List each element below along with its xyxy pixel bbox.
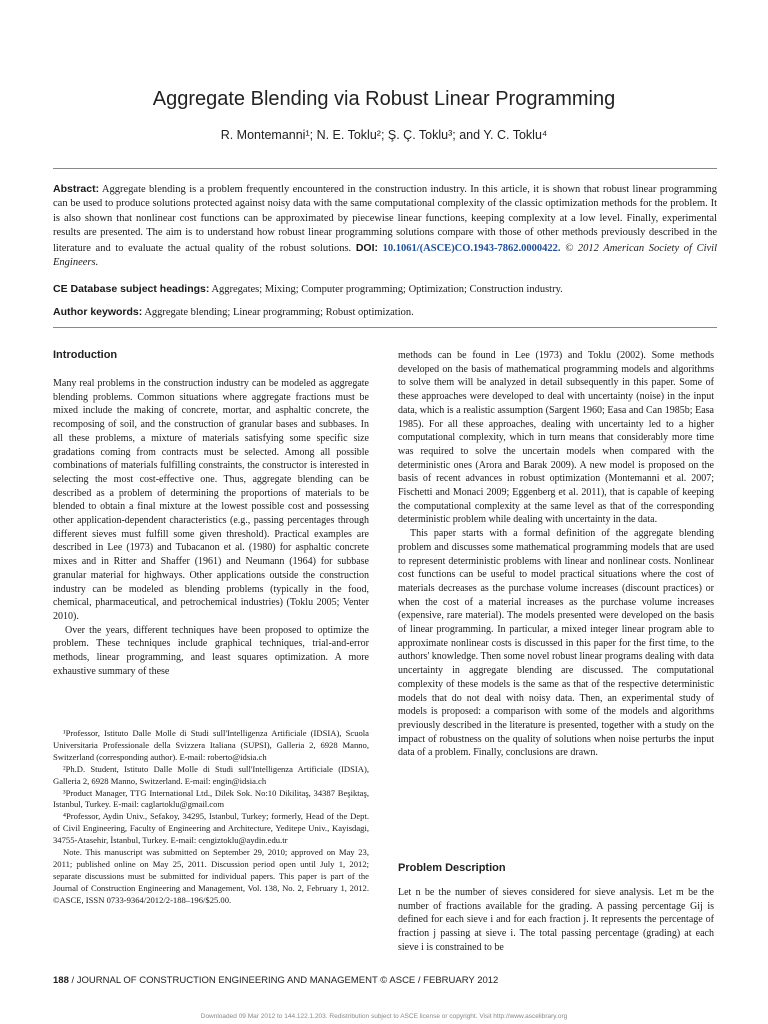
doi-link[interactable]: 10.1061/(ASCE)CO.1943-7862.0000422. bbox=[382, 242, 561, 254]
author-keywords-text: Aggregate blending; Linear programming; Robust optimization. bbox=[144, 307, 414, 318]
footnote-2: ²Ph.D. Student, Istituto Dalle Molle di Studi sull'Intelligenza Artificiale (IDSIA), Galleria 2, 6928 Manno, Switzerland. E-mail: engin@idsia.ch bbox=[53, 763, 369, 786]
introduction-paragraph-4: This paper starts with a formal definition of the aggregate blending problem and discusses some mathematical programming models that are used to represent deterministic problems with linear and nonlinear costs. Nonlinear cost functions can be useful to model practical situations where the cost of materials decreases as the purchase volume increases (discount practices) or when the cost of a material increases as the purchase volume increases (expensive, rare material). The models presented were developed on the basis of linear programming. In particular, a mixed integer linear program able to approximate nonlinear costs is discussed in this paper for the first time, to the authors' knowledge. Then some novel robust linear programs dealing with data uncertainty in aggregate blending are discussed. The computational complexity of these models is the same as that of the respective deterministic models that do not deal with noisy data. Then, an experimental study of models is proposed: a comparison with some of the models and algorithms previously described in the literature is presented, together with a study on the impact of robustness on the quality of solutions when noise perturbs the input data of a problem. Finally, conclusions are drawn. bbox=[398, 528, 714, 759]
submission-note: Note. This manuscript was submitted on September 29, 2010; approved on May 23, 2011; published online on May 25, 2011. Discussion period open until July 1, 2012; separate discussions must be submitted for individual papers. This paper is part of the Journal of Construction Engineering and Management, Vol. 138, No. 2, February 1, 2012. ©ASCE, ISSN 0733-9364/2012/2-188–196/$25.00. bbox=[53, 847, 369, 905]
journal-footer: / JOURNAL OF CONSTRUCTION ENGINEERING AND MANAGEMENT © ASCE / FEBRUARY 2012 bbox=[71, 975, 499, 986]
download-notice: Downloaded 09 Mar 2012 to 144.122.1.203. Redistribution subject to ASCE license or copyright. Visit http://www.ascelibrary.org bbox=[200, 1013, 568, 1020]
footnote-3: ³Product Manager, TTG International Ltd., Dilek Sok. No:10 Dikilitaş, 34387 Beşiktaş, Istanbul, Turkey. E-mail: caglartoklu@gmail.com bbox=[53, 787, 369, 810]
left-column bbox=[53, 377, 369, 678]
right-column bbox=[398, 349, 714, 760]
subject-headings-text: Aggregates; Mixing; Computer programming; Optimization; Construction industry. bbox=[211, 284, 563, 295]
problem-description-paragraph-1: Let n be the number of sieves considered for sieve analysis. Let m be the number of fractions available for the grading. A passing percentage Gij is defined for each sieve i and for each fraction j. It represents the percentage of fraction j passing at sieve i. The total passing percentage (grading) at each sieve i is constrained to be bbox=[398, 887, 714, 953]
problem-description-column bbox=[398, 886, 714, 955]
author-list: R. Montemanni¹; N. E. Toklu²; Ş. Ç. Toklu³; and Y. C. Toklu⁴ bbox=[220, 128, 548, 142]
introduction-paragraph-2: Over the years, different techniques have been proposed to optimize the problem. These techniques include graphical techniques, trial-and-error methods, linear programming, and least squares optimization. A more exhaustive summary of these bbox=[53, 624, 369, 677]
author-keywords-label: Author keywords: bbox=[53, 306, 143, 318]
footnote-1: ¹Professor, Istituto Dalle Molle di Studi sull'Intelligenza Artificiale (IDSIA), Scuola Universitaria Professionale della Svizzera Italiana (SUPSI), Galleria 2, 6928 Manno, Switzerland (corresponding author). E-mail: roberto@idsia.ch bbox=[53, 728, 369, 762]
author-keywords bbox=[53, 305, 717, 320]
footnote-4: ⁴Professor, Aydin Univ., Sefakoy, 34295, Istanbul, Turkey; formerly, Head of the Dept. of Civil Engineering, Faculty of Engineering and Architecture, Yeditepe Univ., Kayisdagi, 34755-Atasehir, İstanbul, Turkey. E-mail: cengiztoklu@aydin.edu.tr bbox=[53, 811, 369, 846]
page-number: 188 bbox=[53, 975, 69, 986]
footnotes bbox=[53, 728, 369, 907]
abstract-top-rule bbox=[53, 168, 717, 169]
subject-headings bbox=[53, 282, 717, 297]
introduction-paragraph-3: methods can be found in Lee (1973) and Toklu (2002). Some methods developed on the basis of mathematical programming models and algorithms to solve them will be analyzed in detail subsequently in this paper. Some of these approaches were developed to deal with uncertainty (noise) in the input data, which is a realistic assumption (Sargent 1960; Easa and Can 1985b; Easa 1985). For all these approaches, dealing with uncertainty led to a higher computational complexity, which in turn means that considerably more time was required to solve the uncertain models when compared with the deterministic ones (Arora and Barak 2009). A new model is proposed on the basis of recent advances in robust optimization (Montemanni et al. 2007; Fischetti and Monaci 2009; Eggenberg et al. 2011), that is capable of keeping the computational complexity at the same level as that of the corresponding deterministic problem while dealing with uncertainty in the data. bbox=[398, 350, 714, 526]
copyright-notice: © 2012 American Society of Civil Engineers. bbox=[53, 242, 717, 269]
abstract-label: Abstract: bbox=[53, 183, 100, 195]
doi-label: DOI: bbox=[355, 241, 378, 254]
problem-description-heading: Problem Description bbox=[398, 862, 506, 874]
page-footer bbox=[53, 975, 498, 986]
abstract-text: Aggregate blending is a problem frequently encountered in the construction industry. In this article, it is shown that robust linear programming can be used to produce solutions protected against noisy data with the same computational complexity of the classic optimization methods for the problem. It is also shown that nonlinear cost functions can be approximated by piecewise linear functions, keeping complexity at a low level. Finally, experimental results are presented. The aim is to understand how robust linear programming solutions compare with those of other methods previously described in the literature and to evaluate the actual quality of the robust solutions. bbox=[53, 184, 717, 254]
subject-headings-label: CE Database subject headings: bbox=[53, 283, 210, 295]
introduction-heading: Introduction bbox=[53, 349, 118, 361]
abstract-bottom-rule bbox=[53, 327, 717, 328]
abstract bbox=[53, 182, 717, 270]
introduction-paragraph-1: Many real problems in the construction industry can be modeled as aggregate blending problems. Common situations where aggregate fractions must be mixed include the making of concrete, mortar, and asphaltic concrete, the recomposing of soil, and the construction of granular bases and subbases. In all these problems, a mixture of materials satisfying some specific size gradations coming from contracts must be selected. Among all possible combinations of materials fulfilling constraints, the constructor is interested in selecting the most cost-effective one. Thus, aggregate blending can be described as a problem of determining the proportions of materials to be blended to obtain a final mixture at the lowest possible cost and possessing other application-dependent characteristics (e.g., passing percentages through different sieves must fulfill some given threshold). Practical examples are described in Lee (1973) and Tubacanon et al. (1980) for asphaltic concrete mixes and in Ritter and Shaffer (1961) and Neumann (1964) for subbase granular material for highways. Other applications outside the construction industry can be modeled as blending problems (typically in the food, chemical, pharmaceutical, and petrochemical industries) (Toklu 2005; Venter 2010). bbox=[53, 378, 369, 622]
paper-title: Aggregate Blending via Robust Linear Programming bbox=[152, 88, 616, 110]
